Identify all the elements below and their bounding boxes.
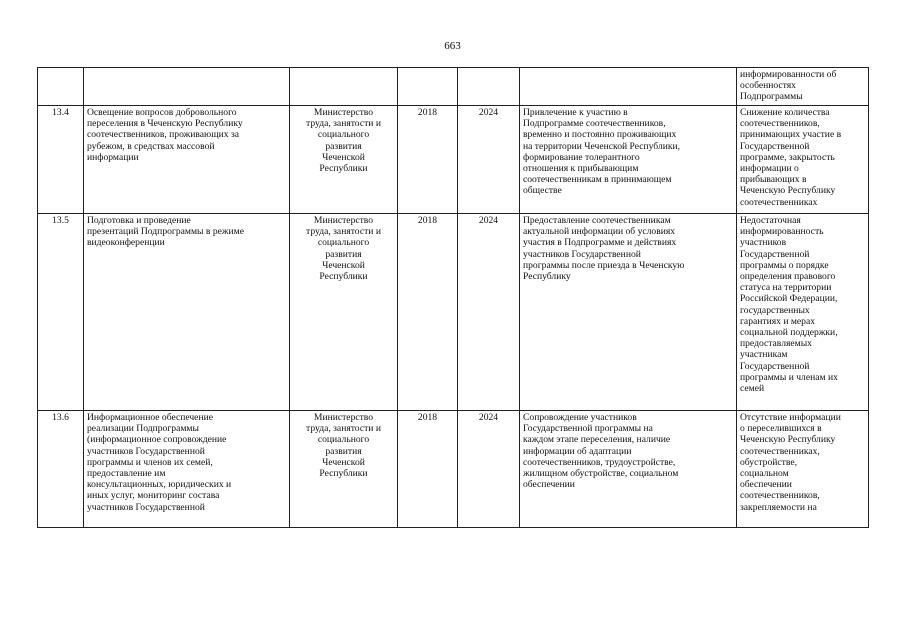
consequence-cell: Отсутствие информации о переселившихся в Чеченскую Республику соотечественниках, обустройстве, социальном обеспечении соотечественников, закрепляемости на [737, 411, 869, 528]
start-year-cell: 2018 [398, 411, 458, 528]
expected-result-cell: Привлечение к участию в Подпрограмме соотечественников, временно и постоянно проживающих на территории Чеченской Республики, формирование толерантного отношения к прибывающим соотечественникам в принимающем обществе [520, 106, 737, 214]
program-measures-table [37, 67, 869, 528]
measure-number-cell: 13.4 [38, 106, 84, 214]
table-row [38, 411, 869, 528]
measure-number-cell: 13.6 [38, 411, 84, 528]
consequence-cell: информированности об особенностях Подпрограммы [737, 68, 869, 106]
consequence-cell: Снижение количества соотечественников, принимающих участие в Государственной программе, закрытость информации о прибывающих в Чеченскую Республику соотечественниках [737, 106, 869, 214]
start-year-cell [398, 68, 458, 106]
start-year-cell: 2018 [398, 106, 458, 214]
table-row [38, 214, 869, 411]
end-year-cell [458, 68, 520, 106]
measure-number-cell: 13.5 [38, 214, 84, 411]
executor-cell [290, 68, 398, 106]
page-number: 663 [444, 40, 461, 52]
measure-name-cell [84, 68, 290, 106]
end-year-cell: 2024 [458, 106, 520, 214]
end-year-cell: 2024 [458, 214, 520, 411]
table-row [38, 106, 869, 214]
expected-result-cell [520, 68, 737, 106]
executor-cell: Министерство труда, занятости и социального развития Чеченской Республики [290, 106, 398, 214]
expected-result-cell: Предоставление соотечественникам актуальной информации об условиях участия в Подпрограмме и действиях участников Государственной программы после приезда в Чеченскую Республику [520, 214, 737, 411]
end-year-cell: 2024 [458, 411, 520, 528]
table-row [38, 68, 869, 106]
measure-number-cell [38, 68, 84, 106]
start-year-cell: 2018 [398, 214, 458, 411]
executor-cell: Министерство труда, занятости и социального развития Чеченской Республики [290, 411, 398, 528]
measure-name-cell: Информационное обеспечение реализации Подпрограммы (информационное сопровождение участников Государственной программы и членов их семей, предоставление им консультационных, юридических и иных услуг, мониторинг состава участников Государственной [84, 411, 290, 528]
consequence-cell: Недостаточная информированность участников Государственной программы о порядке определения правового статуса на территории Российской Федерации, государственных гарантиях и мерах социальной поддержки, предоставляемых участникам Государственной программы и членам их семей [737, 214, 869, 411]
measure-name-cell: Подготовка и проведение презентаций Подпрограммы в режиме видеоконференции [84, 214, 290, 411]
measure-name-cell: Освещение вопросов добровольного переселения в Чеченскую Республику соотечественников, проживающих за рубежом, в средствах массовой информации [84, 106, 290, 214]
executor-cell: Министерство труда, занятости и социального развития Чеченской Республики [290, 214, 398, 411]
expected-result-cell: Сопровождение участников Государственной программы на каждом этапе переселения, наличие информации об адаптации соотечественников, трудоустройстве, жилищном обустройстве, социальном обеспечении [520, 411, 737, 528]
